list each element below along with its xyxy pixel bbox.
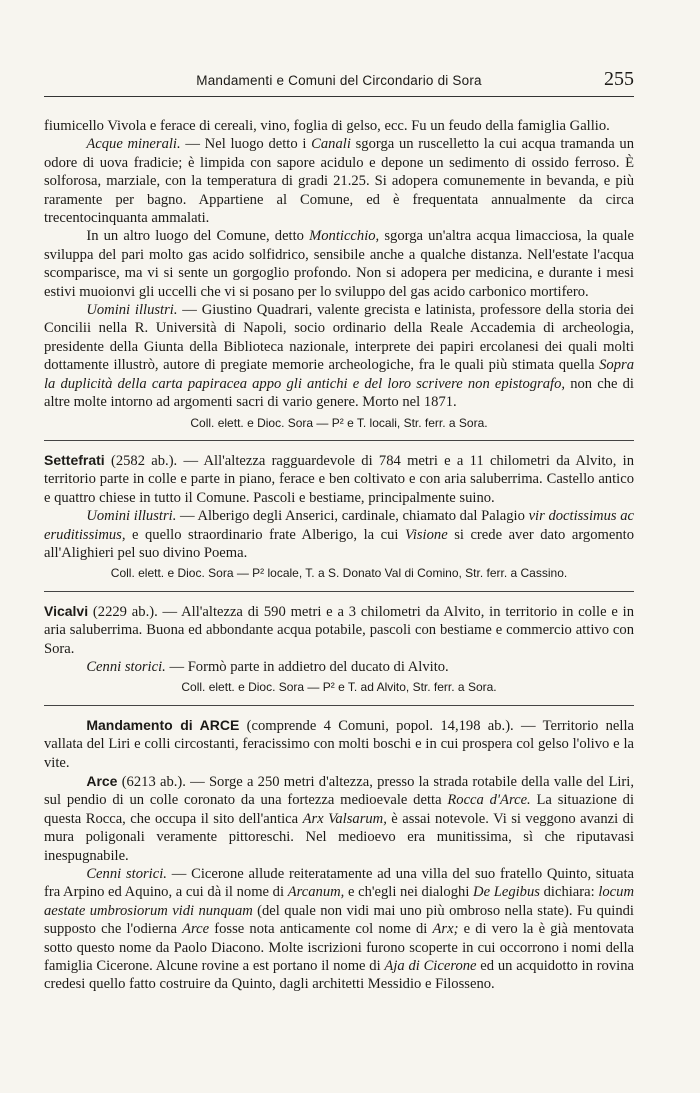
place-name: Monticchio,: [309, 228, 380, 245]
place-name: Rocca d'Arce.: [447, 792, 531, 809]
latin-quote: locum aestate umbrosiorum vidi nunquam: [44, 884, 634, 919]
place-name: Canali: [311, 136, 351, 153]
running-header: [44, 70, 634, 97]
entry-name: Arce: [86, 773, 118, 789]
text: si crede aver dato argomento all'Alighieri pel suo divino Poema.: [44, 526, 634, 561]
page-body: [44, 117, 634, 994]
paragraph-monticchio: [44, 227, 634, 301]
text: (del quale non vidi mai uno più ombroso nella state). Fu quindi supposto che l'odierna: [44, 902, 634, 938]
text: dichiara:: [539, 884, 599, 901]
section-heading: Acque minerali.: [86, 136, 181, 153]
place-name: Arx;: [432, 921, 459, 938]
text: sgorga un'altra acqua limacciosa, la quale sviluppa del pari molto gas acido solfidrico, sensibile anche a qualche distanza. Nell'estate l'acqua scomparisce, ma vi si sente un gorgoglio profondo. Non si adopera per medicina, e durante i mesi estivi muoionvi gli uccelli che vi si posano per lo sviluppo del gas acido carbonico mortifero.: [44, 228, 634, 300]
entry-arce: [44, 772, 634, 865]
paragraph: [44, 117, 634, 135]
paragraph-cenni-storici: [44, 658, 634, 676]
text: e quello straordinario frate Alberigo, la cui: [125, 526, 405, 543]
text: (2582 ab.). — All'altezza ragguardevole di 784 metri e a 11 chilometri da Alvito, in territorio parte in colle e parte in piano, ferace e ben coltivato e con aria saluberrima. Castello antico e quattro chiese in tutto il Comune. Pascoli e bestiame, principalmente suino.: [44, 452, 634, 506]
work-title: Visione: [404, 526, 448, 543]
section-heading: Cenni storici.: [86, 866, 167, 883]
text: In un altro luogo del Comune, detto: [86, 228, 310, 245]
entry-vicalvi: [44, 602, 634, 658]
entry-mandamento-arce: [44, 716, 634, 772]
divider: [44, 591, 634, 592]
text: e di vero la è già mentovata sotto questo nome da Paolo Diacono. Molte iscrizioni furono scoperte in cui occorrono i nomi della famiglia Cicerone. Alcune rovine a est portano il nome di: [44, 921, 634, 975]
section-heading: Uomini illustri.: [86, 508, 177, 525]
latin-quote: vir doctissimus ac eruditissimus,: [44, 508, 634, 543]
text: — Cicerone allude reiteratamente ad una villa del suo fratello Quinto, situata fra Arpino ed Aquino, a cui dà il nome di: [44, 866, 634, 901]
reference-line: Coll. elett. e Dioc. Sora — P² e T. locali, Str. ferr. a Sora.: [190, 415, 488, 430]
section-heading: Uomini illustri.: [86, 302, 178, 319]
divider: [44, 705, 634, 706]
reference-line: Coll. elett. e Dioc. Sora — P² e T. ad Alvito, Str. ferr. a Sora.: [181, 680, 497, 695]
text: La situazione di questa Rocca, che occupa il sito dell'antica: [44, 792, 635, 827]
section-heading: Cenni storici.: [86, 658, 166, 675]
text: (comprende 4 Comuni, popol. 14,198 ab.). — Territorio nella vallata del Liri e colli circostanti, feracissimo con molti boschi e in cui prospera col gelso l'olivo e la vite.: [44, 717, 634, 771]
text: ed un acquidotto in rovina credesi quello fatto costruire da Quinto, dagli architetti Messidio e Filosseno.: [44, 958, 634, 993]
text: (2229 ab.). — All'altezza di 590 metri e a 3 chilometri da Alvito, in territorio in colle e in aria saluberrima. Buona ed abbondante acqua potabile, pascoli con bestiame e commercio attivo con Sora.: [44, 603, 634, 657]
work-title: De Legibus: [473, 884, 540, 901]
paragraph-uomini-illustri: [44, 301, 634, 411]
text: fiumicello Vivola e ferace di cereali, vino, foglia di gelso, ecc. Fu un feudo della famiglia Gallio.: [44, 118, 610, 134]
text: — Alberigo degli Anserici, cardinale, chiamato dal Palagio: [176, 508, 529, 525]
place-name: Arcanum,: [287, 884, 345, 901]
place-name: Arx Valsarum,: [302, 810, 387, 827]
text: — Formò parte in addietro del ducato di Alvito.: [165, 658, 449, 675]
entry-settefrati: [44, 451, 634, 507]
work-title: Sopra la duplicità della carta papiracea appo gli antichi e del loro scrivere non epistografo,: [44, 357, 634, 392]
header-title: Mandamenti e Comuni del Circondario di Sora: [196, 73, 482, 88]
text: (6213 ab.). — Sorge a 250 metri d'altezza, presso la strada rotabile della valle del Liri, sul pendio di un colle coronato da una fortezza medioevale detta: [44, 774, 634, 809]
text: è assai notevole. Vi si veggono avanzi di mura poligonali veramente pittoreschi. Nel medioevo era munitissima, sì che riputavasi inespugnabile.: [44, 810, 634, 864]
divider: [44, 440, 634, 441]
text: sgorga un ruscelletto la cui acqua tramanda un odore di uova fradicie; è limpida con sapore acidulo e depone un sedimento di ossido ferroso. È solforosa, marziale, con la temperatura di gradi 21.25. Si adopera comunemente in bevanda, e più raramente per bagno. Appartiene al Comune, ed è frequentata annualmente da circa trecentocinquanta ammalati.: [44, 136, 634, 227]
paragraph-uomini-illustri: [44, 507, 634, 562]
reference-line: Coll. elett. e Dioc. Sora — P² locale, T. a S. Donato Val di Comino, Str. ferr. a Cassino.: [110, 566, 568, 581]
page-number: 255: [604, 68, 634, 90]
entry-name: Settefrati: [44, 451, 105, 468]
text: fosse nota anticamente col nome di: [209, 921, 433, 938]
paragraph-acque-minerali: [44, 135, 634, 227]
entry-name: Mandamento di ARCE: [86, 716, 240, 733]
paragraph-cenni-storici: [44, 865, 634, 994]
place-name: Aja di Cicerone: [384, 958, 477, 975]
text: e ch'egli nei dialoghi: [344, 884, 474, 901]
text: — Nel luogo detto i: [180, 136, 312, 153]
place-name: Arce: [182, 921, 210, 938]
text: non che di altre molte intorno ad argomenti sacri di vario genere. Morto nel 1871.: [44, 375, 634, 411]
entry-name: Vicalvi: [44, 602, 89, 619]
text: — Giustino Quadrari, valente grecista e latinista, professore della storia dei Concilii nella R. Università di Napoli, socio ordinario della Reale Accademia di archeologia, presidente della Giunta della Biblioteca nazionale, interprete dei papiri ercolanesi dei quali molti dottamente illustrò, autore di pregiate memorie archeologiche, fra le quali più stimata quella: [44, 302, 634, 374]
